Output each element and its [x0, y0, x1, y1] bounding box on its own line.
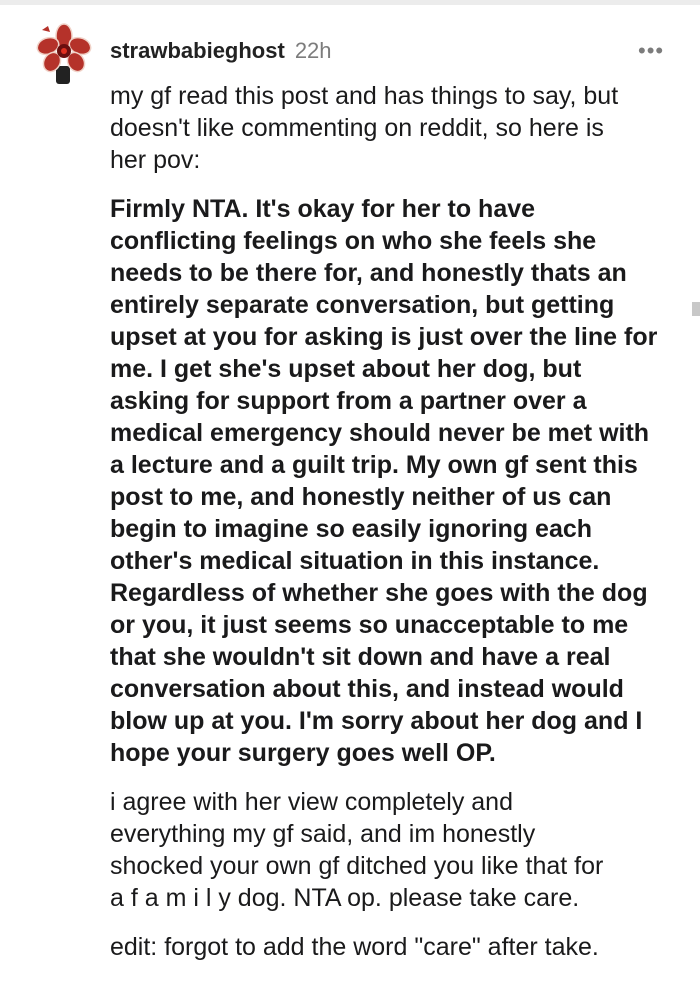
comment-text-line: medical emergency should never be met with [110, 419, 650, 447]
comment-text-line: conversation about this, and instead would [110, 675, 624, 703]
comment-text-line: Firmly NTA. It's okay for her to have [110, 195, 536, 223]
comment-body [110, 80, 690, 980]
comment-text-line: begin to imagine so easily ignoring each [110, 515, 593, 543]
comment-text-line: that she wouldn't sit down and have a real [110, 643, 611, 671]
comment-text-line: her pov: [110, 146, 201, 174]
comment-text-line: upset at you for asking is just over the line for [110, 323, 658, 351]
comment-paragraph [110, 931, 690, 963]
user-avatar[interactable] [36, 22, 92, 86]
comment-text-line: doesn't like commenting on reddit, so here is [110, 114, 604, 142]
comment-text-line: entirely separate conversation, but getting [110, 291, 615, 319]
more-options-icon[interactable]: ••• [638, 38, 665, 63]
username-link[interactable]: strawbabieghost [110, 38, 285, 63]
comment-text-line: my gf read this post and has things to say, but [110, 82, 619, 110]
comment-text-line: everything my gf said, and im honestly [110, 820, 536, 848]
comment-text-line: needs to be there for, and honestly thats an [110, 259, 627, 287]
demogorgon-avatar-icon [36, 22, 92, 86]
comment-text-line: asking for support from a partner over a [110, 387, 587, 415]
comment-text-line: Regardless of whether she goes with the dog [110, 579, 648, 607]
comment-text-line: i agree with her view completely and [110, 788, 513, 816]
top-divider [0, 0, 700, 5]
comment-text-line: or you, it just seems so unacceptable to me [110, 611, 629, 639]
comment-text-line: a f a m i l y dog. NTA op. please take care. [110, 884, 580, 912]
scrollbar-thumb[interactable] [692, 302, 700, 316]
comment-text-line: a lecture and a guilt trip. My own gf sent this [110, 451, 638, 479]
comment-paragraph [110, 80, 690, 176]
comment-text-line: shocked your own gf ditched you like that for [110, 852, 604, 880]
comment-text-line: conflicting feelings on who she feels she [110, 227, 597, 255]
comment-timestamp: 22h [294, 38, 332, 63]
comment-paragraph [110, 193, 690, 769]
comment-text-line: me. I get she's upset about her dog, but [110, 355, 582, 383]
comment-text-line: edit: forgot to add the word "care" after take. [110, 933, 599, 961]
comment-text-line: blow up at you. I'm sorry about her dog and I [110, 707, 643, 735]
comment-paragraph [110, 786, 690, 914]
comment-text-line: hope your surgery goes well OP. [110, 739, 496, 767]
comment-header [110, 38, 332, 64]
comment-text-line: post to me, and honestly neither of us can [110, 483, 612, 511]
comment-text-line: other's medical situation in this instance. [110, 547, 600, 575]
